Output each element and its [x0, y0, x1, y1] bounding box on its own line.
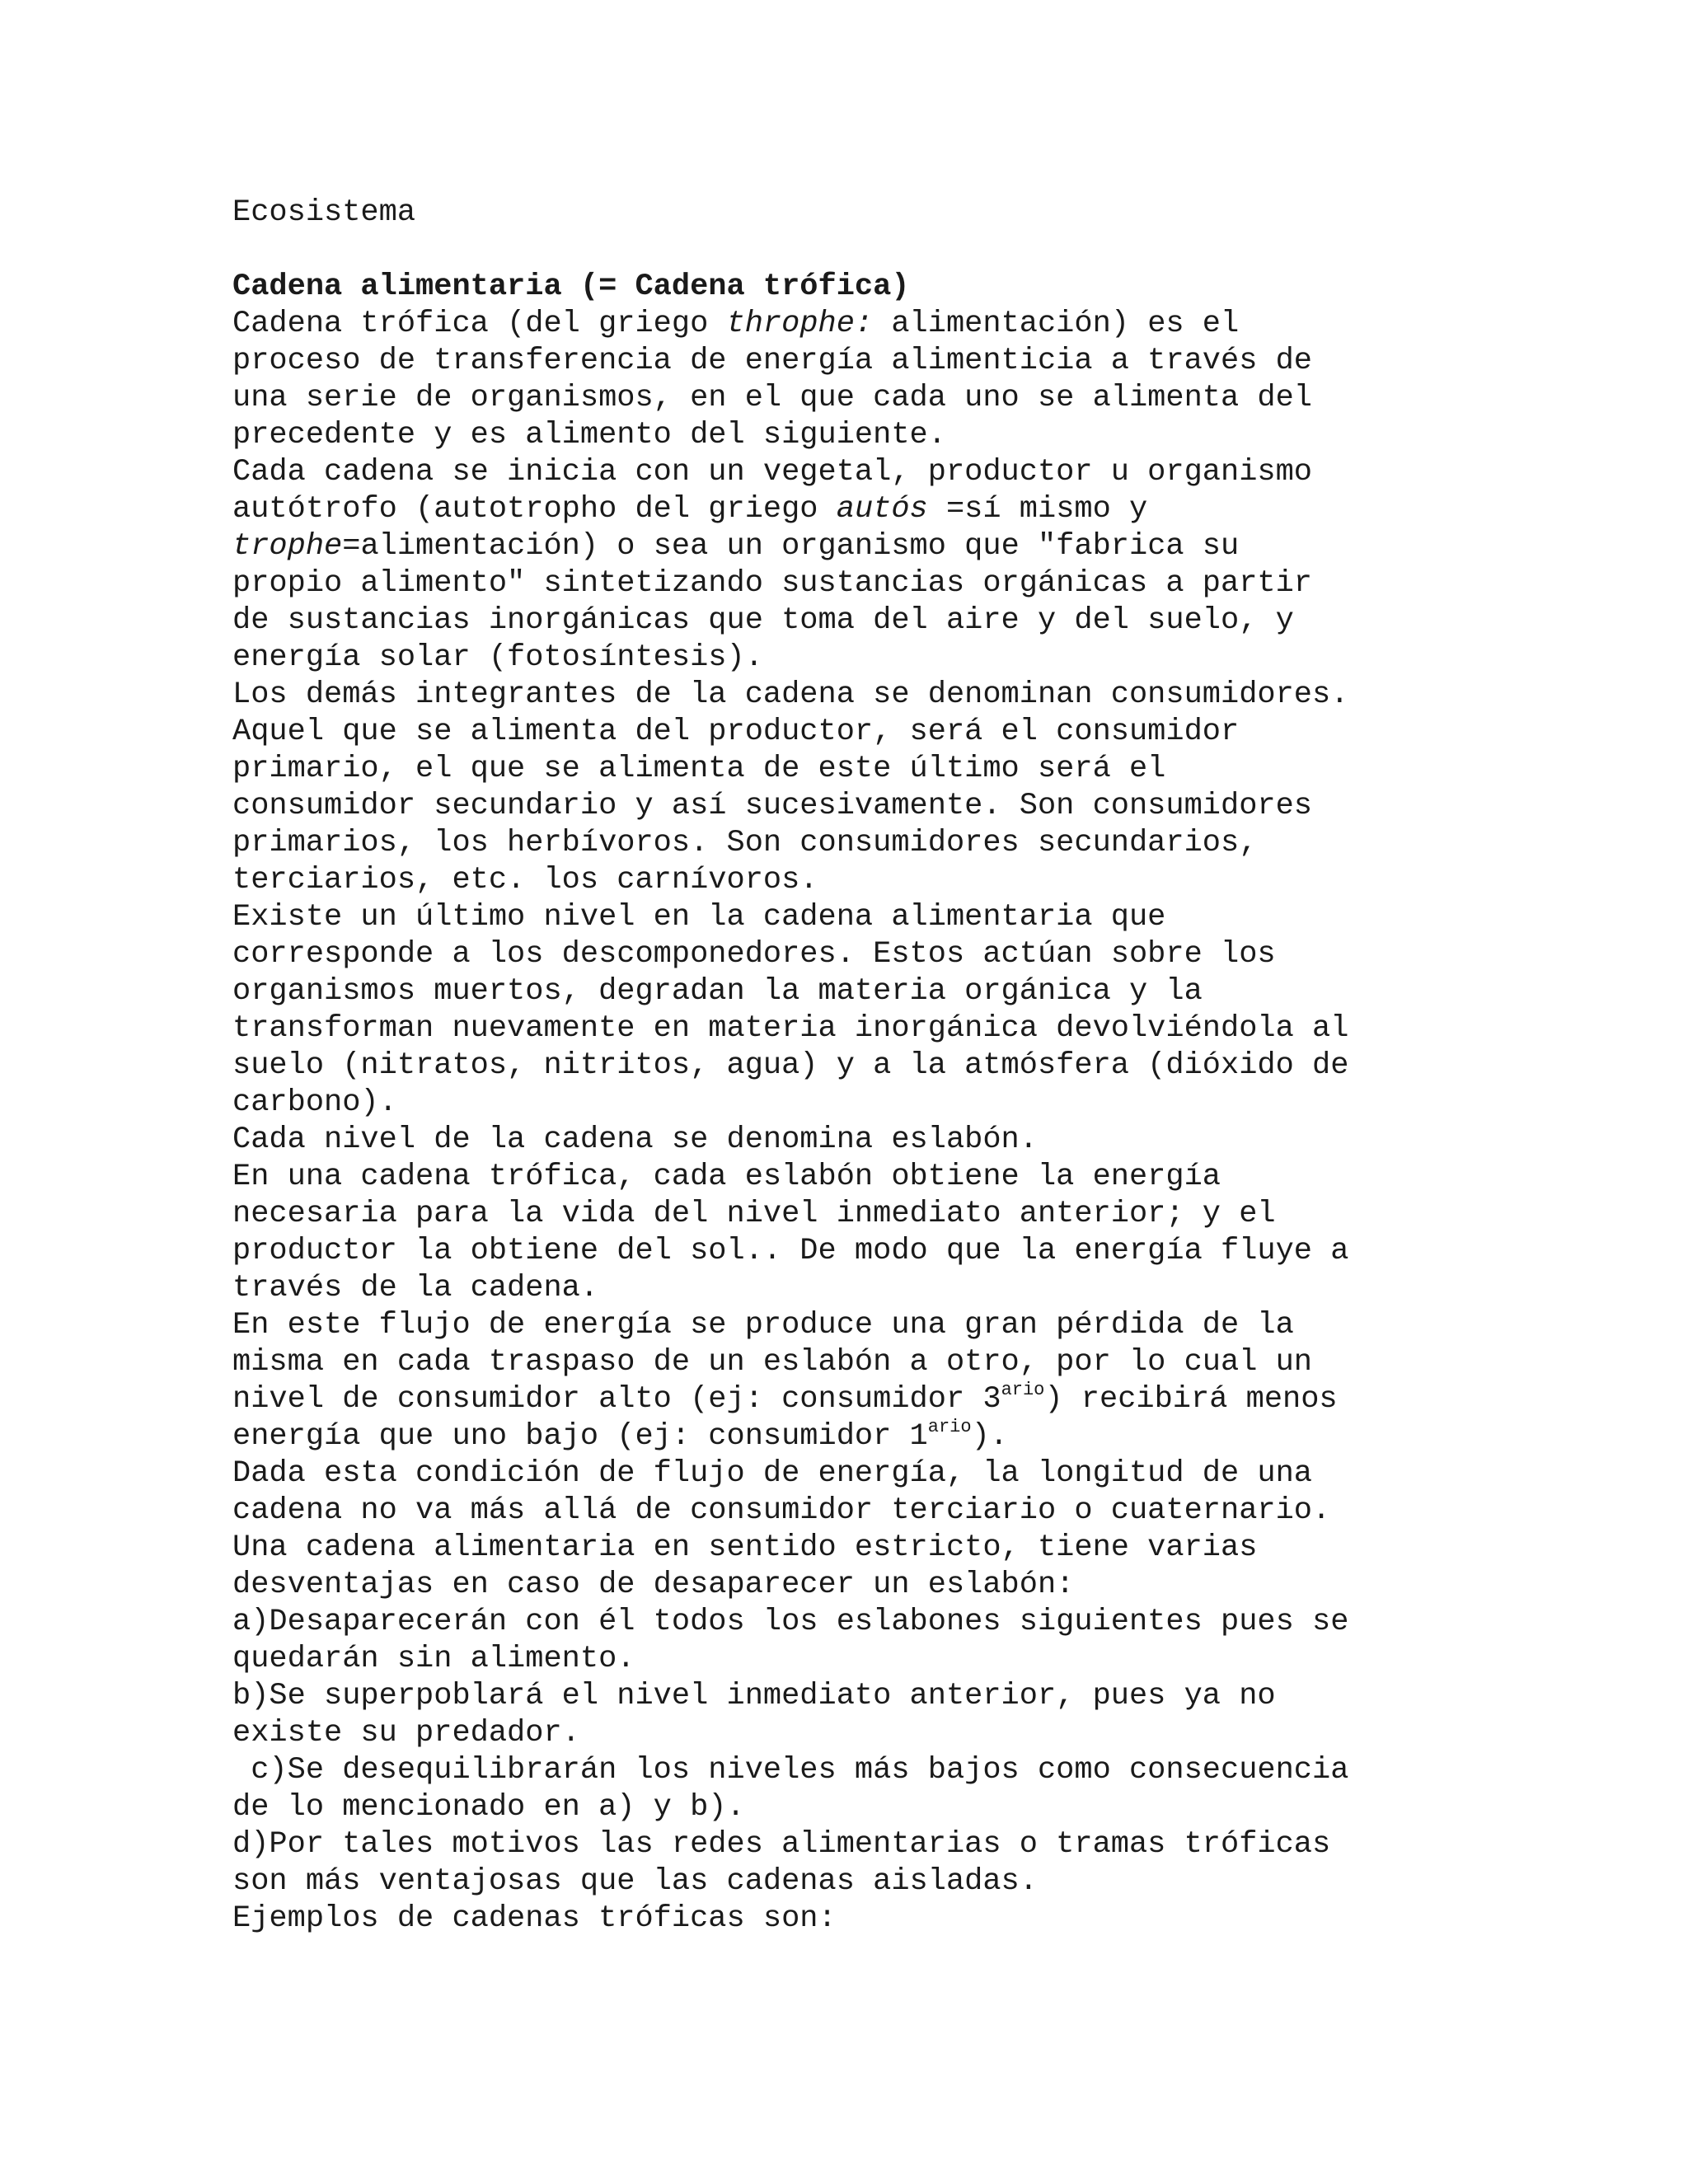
text-line [232, 1122, 1469, 1159]
superscript: ario [1001, 1379, 1045, 1400]
text-line [232, 640, 1469, 677]
text-line [232, 1233, 1469, 1270]
text-segment: misma en cada traspaso de un eslabón a otro, por lo cual un [232, 1345, 1313, 1380]
superscript: ario [927, 1416, 972, 1437]
text-line [232, 677, 1469, 714]
text-segment: productor la obtiene del sol.. De modo que la energía fluye a [232, 1234, 1349, 1268]
text-line [232, 528, 1469, 565]
text-line [232, 1010, 1469, 1047]
text-line [232, 936, 1469, 973]
text-segment: En una cadena trófica, cada eslabón obtiene la energía [232, 1160, 1221, 1194]
text-line [232, 1752, 1469, 1789]
text-line [232, 1789, 1469, 1826]
text-segment: transforman nuevamente en materia inorgánica devolviéndola al [232, 1011, 1349, 1046]
text-line [232, 602, 1469, 640]
text-segment: de lo mencionado en a) y b). [232, 1790, 745, 1825]
text-line [232, 1307, 1469, 1344]
text-line [232, 751, 1469, 788]
text-line [232, 380, 1469, 417]
text-segment: de sustancias inorgánicas que toma del aire y del suelo, y [232, 603, 1294, 638]
text-segment: proceso de transferencia de energía alimenticia a través de [232, 344, 1313, 378]
text-segment: nivel de consumidor alto (ej: consumidor 3 [232, 1382, 1001, 1417]
text-segment: Los demás integrantes de la cadena se denominan consumidores. [232, 677, 1349, 712]
text-line [232, 1159, 1469, 1196]
text-segment: consumidor secundario y así sucesivamente. Son consumidores [232, 789, 1313, 823]
text-segment: =sí mismo y [927, 492, 1148, 527]
text-line [232, 1567, 1469, 1604]
text-segment: d)Por tales motivos las redes alimentarias o tramas tróficas [232, 1827, 1331, 1862]
text-segment: Dada esta condición de flujo de energía, la longitud de una [232, 1456, 1313, 1491]
text-line [232, 788, 1469, 825]
blank-line [232, 232, 1469, 269]
text-line [232, 565, 1469, 602]
text-line [232, 491, 1469, 528]
text-segment: través de la cadena. [232, 1271, 599, 1305]
text-segment: ). [971, 1419, 1008, 1454]
text-segment: Ejemplos de cadenas tróficas son: [232, 1901, 837, 1936]
text-segment: energía que uno bajo (ej: consumidor 1 [232, 1419, 928, 1454]
text-line [232, 343, 1469, 380]
text-segment: corresponde a los descomponedores. Estos actúan sobre los [232, 937, 1276, 972]
text-segment: ) recibirá menos [1044, 1382, 1338, 1417]
text-segment: autótrofo (autotropho del griego [232, 492, 837, 527]
text-line [232, 1047, 1469, 1085]
text-line [232, 1196, 1469, 1233]
text-segment: desventajas en caso de desaparecer un eslabón: [232, 1568, 1075, 1602]
text-line [232, 1418, 1469, 1455]
text-segment: alimentación) es el [873, 307, 1240, 341]
text-segment: primarios, los herbívoros. Son consumidores secundarios, [232, 826, 1258, 860]
text-segment: b)Se superpoblará el nivel inmediato anterior, pues ya no [232, 1679, 1276, 1713]
text-segment: son más ventajosas que las cadenas aisladas. [232, 1864, 1038, 1899]
text-line [232, 1455, 1469, 1493]
document-heading: Ecosistema [232, 195, 416, 230]
text-segment: Aquel que se alimenta del productor, será el consumidor [232, 715, 1240, 749]
text-segment: Una cadena alimentaria en sentido estricto, tiene varias [232, 1530, 1258, 1565]
text-segment: Cadena trófica (del griego [232, 307, 727, 341]
text-segment: Cada cadena se inicia con un vegetal, productor u organismo [232, 455, 1313, 490]
italic-term: throphe: [726, 307, 874, 341]
text-line [232, 1715, 1469, 1752]
text-line [232, 825, 1469, 862]
text-line [232, 714, 1469, 751]
text-segment: precedente y es alimento del siguiente. [232, 418, 946, 452]
document-page [232, 194, 1469, 1938]
text-segment: una serie de organismos, en el que cada uno se alimenta del [232, 381, 1313, 415]
text-line [232, 862, 1469, 899]
text-line [232, 1270, 1469, 1307]
text-segment: energía solar (fotosíntesis). [232, 640, 763, 675]
text-line [232, 899, 1469, 936]
text-segment: organismos muertos, degradan la materia orgánica y la [232, 974, 1203, 1009]
text-segment: existe su predador. [232, 1716, 580, 1750]
text-line [232, 1863, 1469, 1900]
text-segment: En este flujo de energía se produce una gran pérdida de la [232, 1308, 1294, 1343]
text-line [232, 1826, 1469, 1863]
text-segment: Cada nivel de la cadena se denomina eslabón. [232, 1122, 1038, 1157]
text-line [232, 1530, 1469, 1567]
text-segment: terciarios, etc. los carnívoros. [232, 863, 818, 898]
italic-term: autós [836, 492, 928, 527]
text-line [232, 1344, 1469, 1381]
text-line [232, 1641, 1469, 1678]
document-body [232, 306, 1469, 1938]
text-line [232, 1381, 1469, 1418]
text-segment: cadena no va más allá de consumidor terciario o cuaternario. [232, 1493, 1331, 1528]
text-line [232, 1678, 1469, 1715]
text-segment: a)Desaparecerán con él todos los eslabones siguientes pues se [232, 1605, 1349, 1639]
text-segment: =alimentación) o sea un organismo que "fabrica su [342, 529, 1240, 564]
text-segment: propio alimento" sintetizando sustancias orgánicas a partir [232, 566, 1313, 601]
text-line [232, 1085, 1469, 1122]
italic-term: trophe [232, 529, 343, 564]
section-title: Cadena alimentaria (= Cadena trófica) [232, 269, 910, 304]
text-segment: Existe un último nivel en la cadena alimentaria que [232, 900, 1166, 935]
text-line [232, 306, 1469, 343]
text-line [232, 1493, 1469, 1530]
text-line [232, 417, 1469, 454]
text-segment: primario, el que se alimenta de este último será el [232, 752, 1166, 786]
text-segment: quedarán sin alimento. [232, 1642, 635, 1676]
text-line [232, 454, 1469, 491]
text-segment: carbono). [232, 1085, 397, 1120]
text-segment: necesaria para la vida del nivel inmediato anterior; y el [232, 1197, 1276, 1231]
text-segment: suelo (nitratos, nitritos, agua) y a la atmósfera (dióxido de [232, 1048, 1349, 1083]
text-line [232, 973, 1469, 1010]
text-segment: c)Se desequilibrarán los niveles más bajos como consecuencia [232, 1753, 1349, 1788]
text-line [232, 1604, 1469, 1641]
text-line [232, 1900, 1469, 1938]
